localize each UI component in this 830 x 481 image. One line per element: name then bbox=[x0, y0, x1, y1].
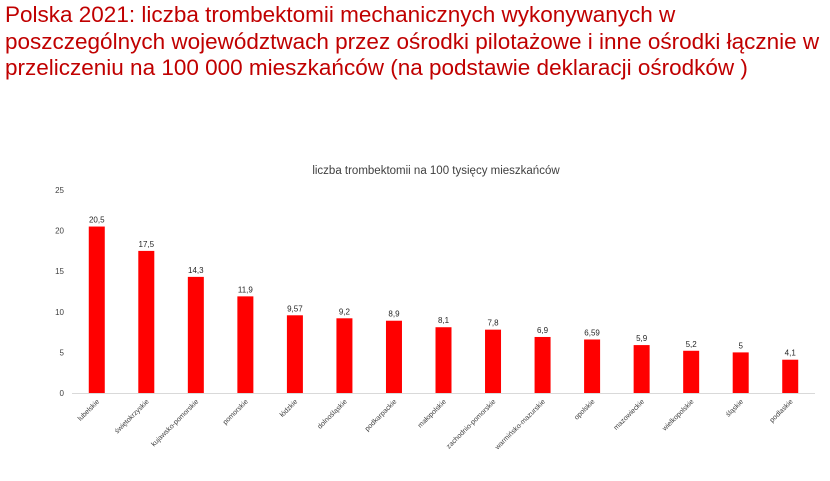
bar bbox=[485, 330, 501, 393]
category-label: lubelskie bbox=[76, 398, 102, 423]
category-label: zachodnio-pomorskie bbox=[445, 398, 498, 451]
y-tick-label: 25 bbox=[55, 186, 64, 195]
data-label: 5,2 bbox=[685, 339, 697, 349]
category-label: pomorskie bbox=[221, 398, 250, 427]
category-label: śląskie bbox=[725, 398, 746, 419]
data-label: 6,9 bbox=[537, 325, 549, 335]
bar bbox=[386, 321, 402, 393]
bar bbox=[733, 352, 749, 393]
data-label: 5,9 bbox=[636, 334, 648, 344]
slide-title: Polska 2021: liczba trombektomii mechanicznych wykonywanych w poszczególnych województwach przez ośrodki pilotażowe i inne ośrodki łącznie w przeliczeniu na 100 000 mieszkańców (na podstawie deklaracji ośrodków ) bbox=[5, 2, 820, 80]
bar bbox=[188, 277, 204, 393]
category-label: podkarpackie bbox=[363, 398, 399, 433]
category-label: dolnośląskie bbox=[316, 398, 349, 431]
category-label: podlaskie bbox=[768, 398, 795, 425]
bar bbox=[287, 315, 303, 393]
data-label: 7,8 bbox=[487, 318, 499, 328]
data-label: 11,9 bbox=[237, 285, 253, 295]
data-label: 9,2 bbox=[338, 307, 350, 317]
category-label: kujawsko-pomorskie bbox=[150, 398, 201, 449]
y-tick-label: 20 bbox=[55, 226, 64, 236]
y-axis bbox=[55, 186, 64, 398]
data-label: 6,59 bbox=[584, 328, 600, 338]
data-label: 5 bbox=[738, 341, 743, 351]
bar bbox=[535, 337, 551, 393]
y-tick-label: 5 bbox=[59, 348, 64, 358]
y-tick-label: 10 bbox=[55, 307, 64, 317]
bar bbox=[138, 251, 154, 393]
bar bbox=[336, 318, 352, 393]
data-label: 8,1 bbox=[437, 316, 450, 326]
category-label: małopolskie bbox=[416, 398, 448, 430]
y-tick-label: 15 bbox=[55, 267, 64, 277]
category-label: łódzkie bbox=[278, 398, 300, 419]
data-label: 9,57 bbox=[287, 304, 303, 314]
y-tick-label: 0 bbox=[59, 389, 64, 398]
chart-title: liczba trombektomii na 100 tysięcy mieszkańców bbox=[312, 165, 560, 177]
x-axis bbox=[72, 394, 815, 452]
bar bbox=[436, 327, 452, 393]
data-label: 20,5 bbox=[88, 215, 105, 225]
bar bbox=[634, 345, 650, 393]
category-label: warmińsko-mazurskie bbox=[494, 398, 547, 452]
data-label: 4,1 bbox=[784, 348, 796, 358]
category-label: świętokrzyskie bbox=[113, 398, 151, 436]
data-label: 14,3 bbox=[188, 265, 204, 275]
category-label: mazowieckie bbox=[612, 398, 647, 432]
data-label: 8,9 bbox=[388, 309, 400, 319]
data-label: 17,5 bbox=[138, 239, 155, 249]
bar bbox=[782, 360, 798, 393]
bar bbox=[584, 339, 600, 393]
bar bbox=[237, 296, 253, 393]
bar bbox=[683, 351, 699, 393]
category-label: wielkopolskie bbox=[661, 398, 696, 433]
category-label: opolskie bbox=[573, 398, 597, 422]
bar bbox=[89, 227, 105, 393]
bars bbox=[89, 227, 798, 393]
